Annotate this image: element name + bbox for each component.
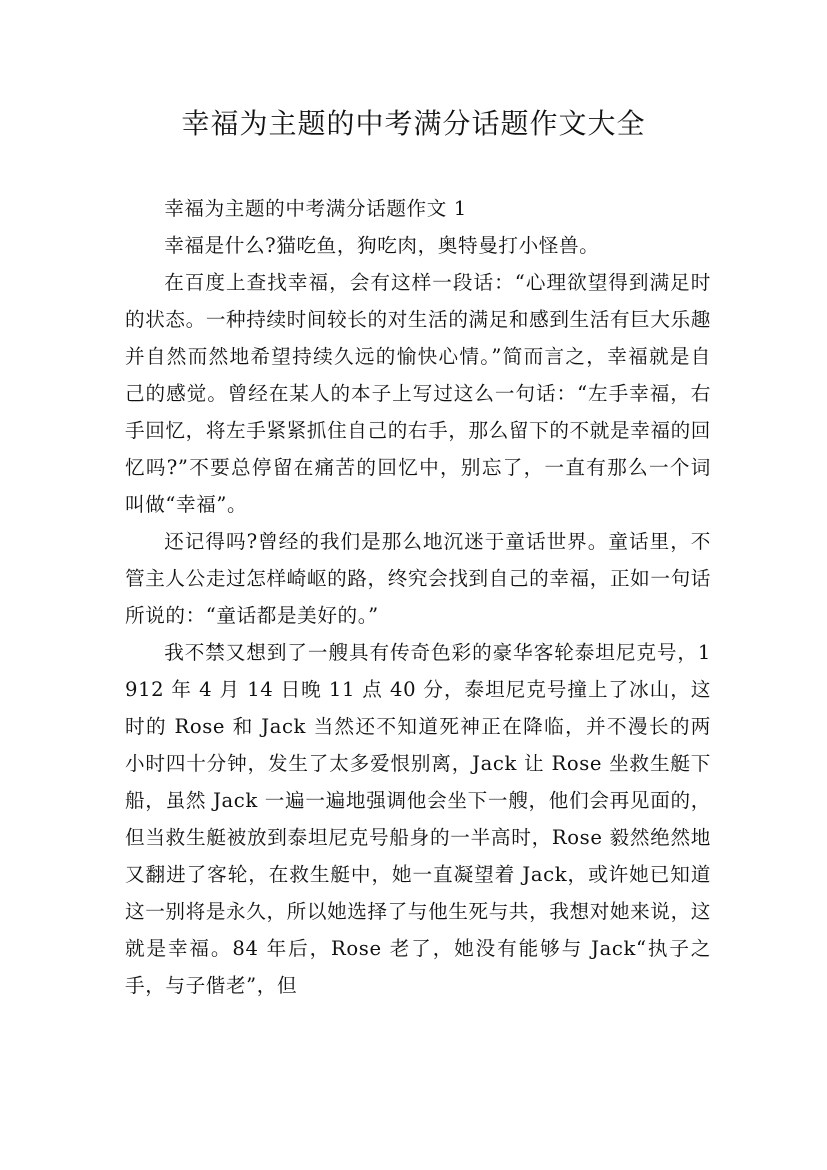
paragraph: 还记得吗?曾经的我们是那么地沉迷于童话世界。童话里，不管主人公走过怎样崎岖的路，终究会找到自己的幸福，正如一句话所说的：“童话都是美好的。” bbox=[125, 530, 711, 627]
paragraph: 在百度上查找幸福，会有这样一段话：“心理欲望得到满足时的状态。一种持续时间较长的对生活的满足和感到生活有巨大乐趣并自然而然地希望持续久远的愉快心情。”简而言之，幸福就是自己的感觉。曾经在某人的本子上写过这么一句话：“左手幸福，右手回忆，将左手紧紧抓住自己的右手，那么留下的不就是幸福的回忆吗?”不要总停留在痛苦的回忆中，别忘了，一直有那么一个词叫做“幸福”。 bbox=[125, 271, 711, 516]
document-title: 幸福为主题的中考满分话题作文大全 bbox=[181, 107, 646, 140]
paragraph-subtitle: 幸福为主题的中考满分话题作文 1 bbox=[164, 197, 467, 220]
paragraph: 幸福是什么?猫吃鱼，狗吃肉，奥特曼打小怪兽。 bbox=[164, 234, 600, 257]
paragraph: 我不禁又想到了一艘具有传奇色彩的豪华客轮泰坦尼克号，1912 年 4 月 14 日晚 11 点 40 分，泰坦尼克号撞上了冰山，这时的 Rose 和 Jack 当然还不知道死神正在降临，并不漫长的两小时四十分钟，发生了太多爱恨别离，Jack 让 Rose 坐救生艇下船，虽然 Jack 一遍一遍地强调他会坐下一艘，他们会再见面的，但当救生艇被放到泰坦尼克号船身的一半高时，Rose 毅然绝然地又翻进了客轮，在救生艇中，她一直凝望着 Jack，或许她已知道这一别将是永久，所以她选择了与他生死与共，我想对她来说，这就是幸福。84 年后，Rose 老了，她没有能够与 Jack“执子之手，与子偕老”，但 bbox=[125, 641, 711, 997]
document-body bbox=[125, 190, 711, 1004]
